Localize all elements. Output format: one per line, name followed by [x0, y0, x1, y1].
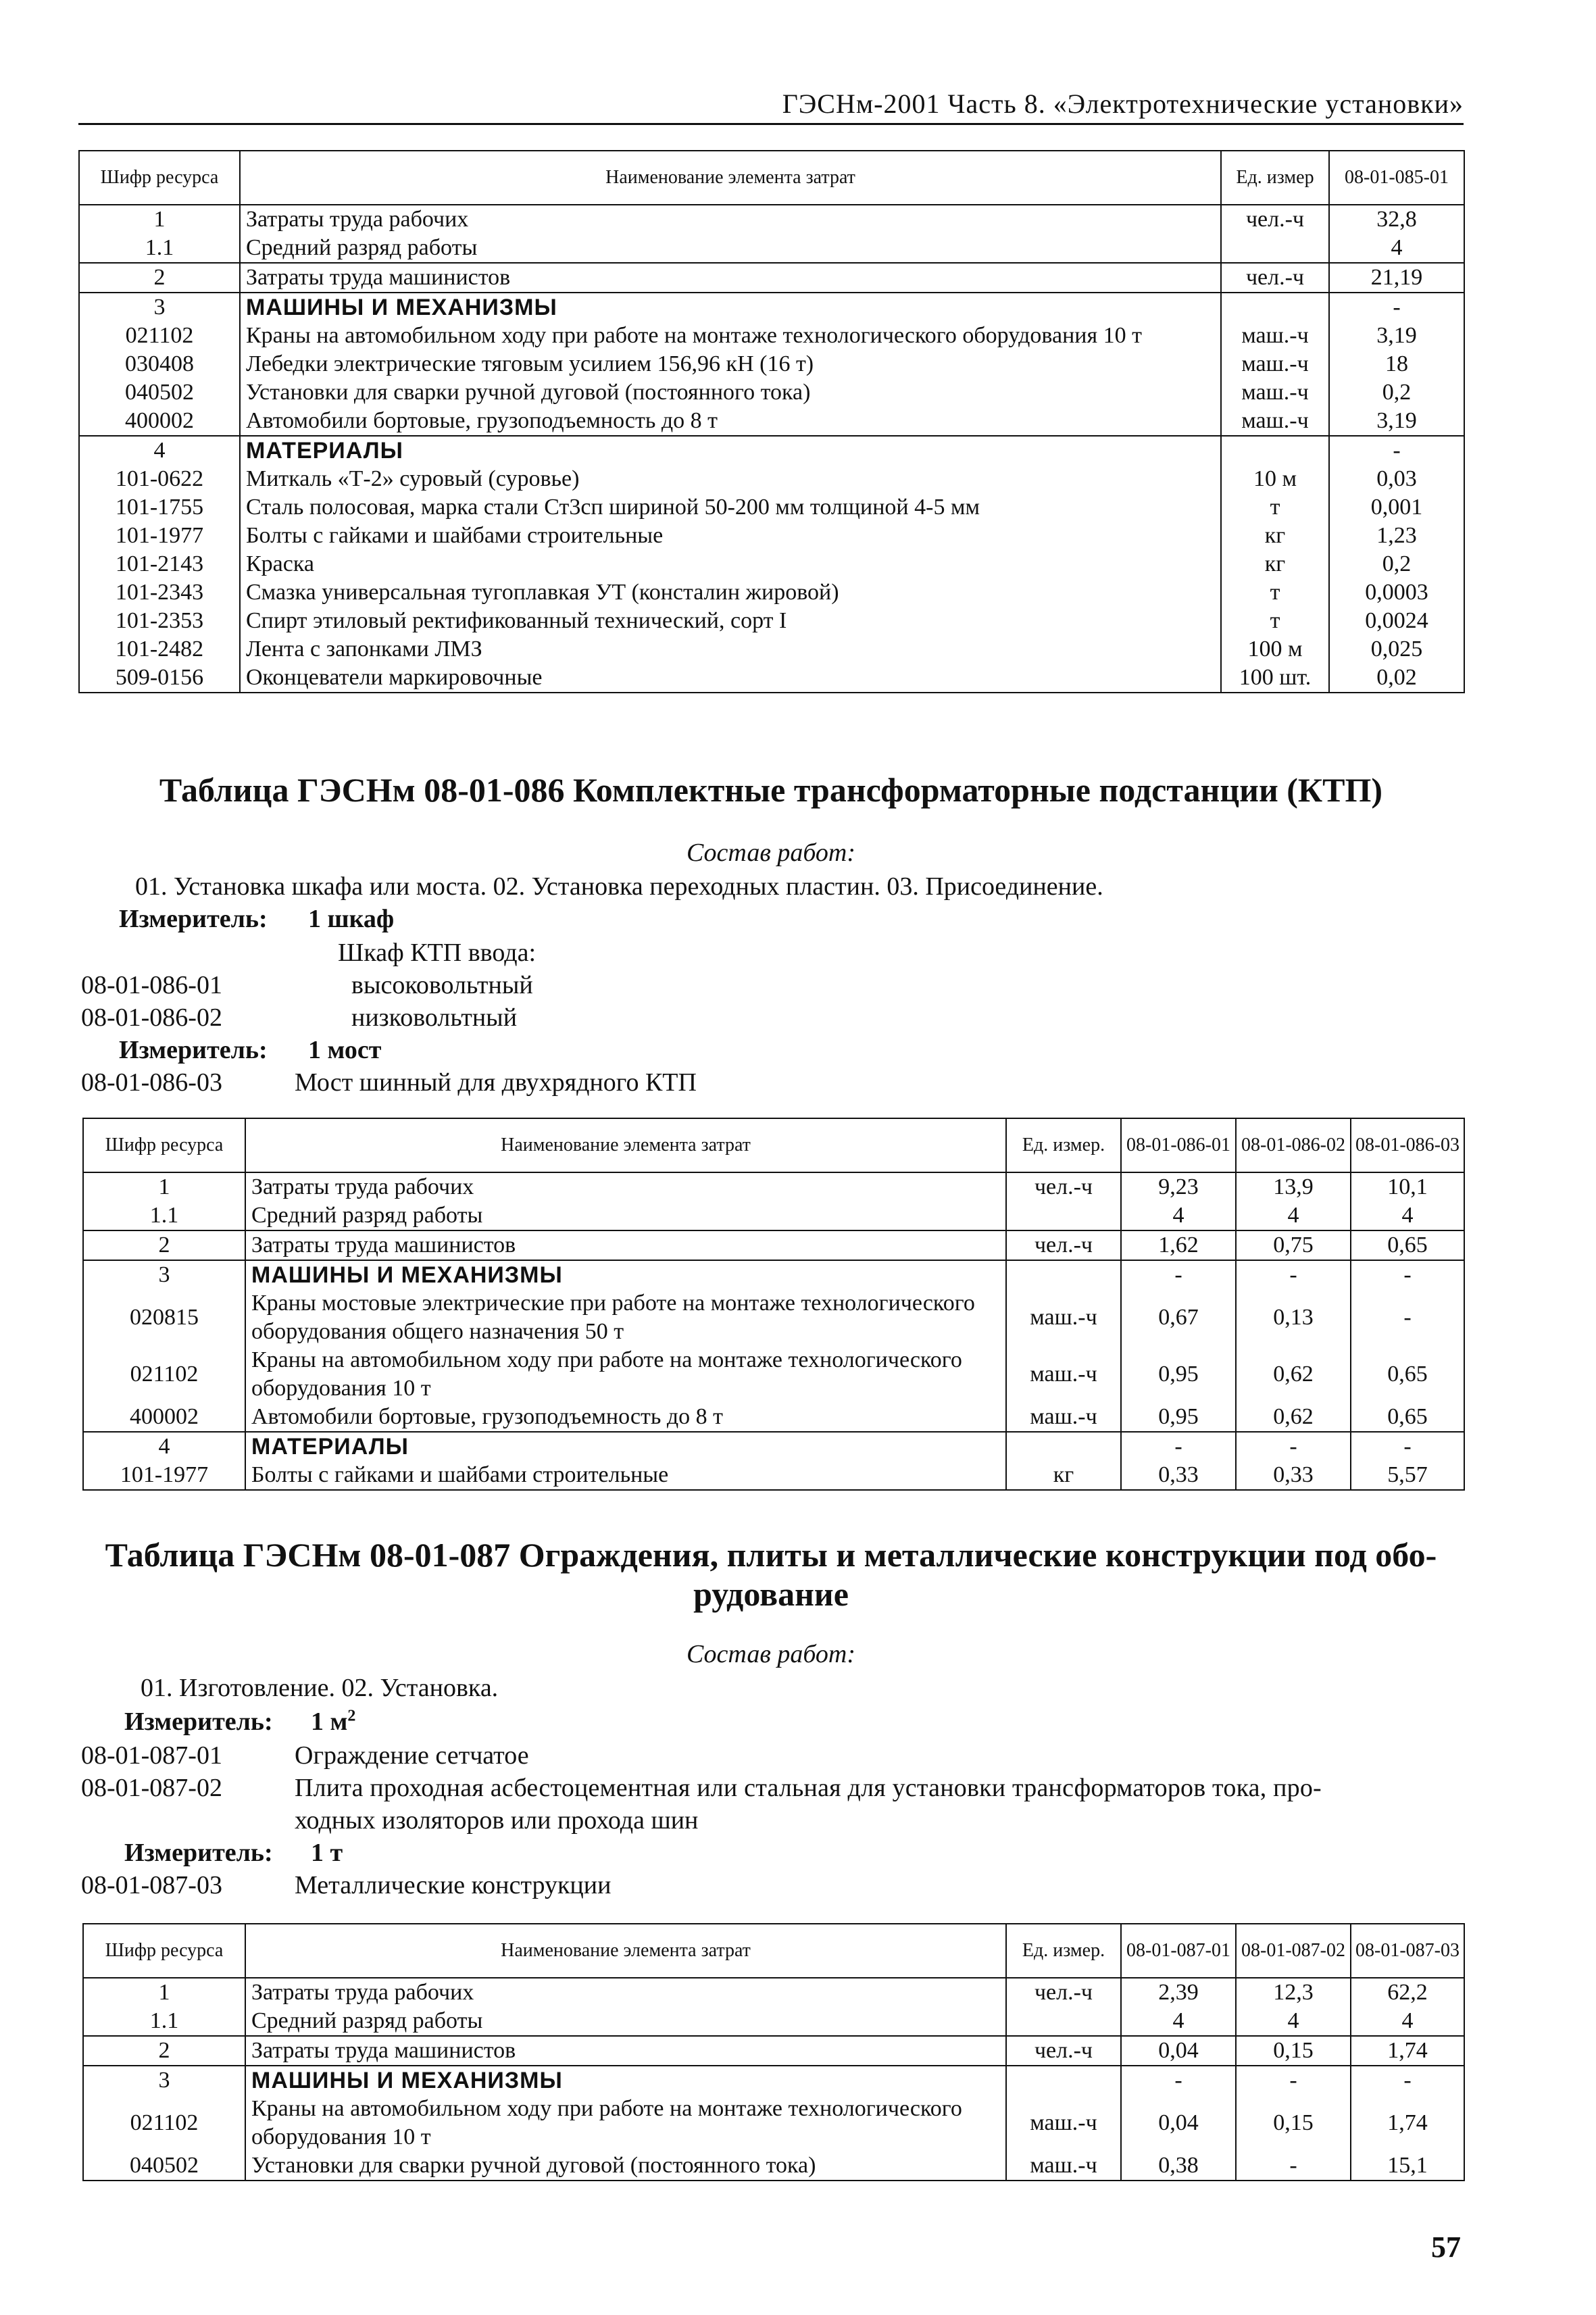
table-row: [79, 465, 1464, 493]
table-08-01-087: [82, 1923, 1465, 2181]
composition-text: 01. Установка шкафа или моста. 02. Установка переходных пластин. 03. Присоединение.: [135, 872, 1103, 901]
table-row: [79, 635, 1464, 664]
table-row: [79, 607, 1464, 635]
cost-item-name: Оконцеватели маркировочные: [240, 664, 1221, 693]
value-cell: 4: [1236, 2007, 1351, 2036]
value-cell: 0,95: [1121, 1403, 1236, 1432]
item-text: Металлические конструкции: [295, 1871, 612, 1899]
table-row: [79, 436, 1464, 465]
unit-cell: маш.-ч: [1006, 1403, 1121, 1432]
value-cell: 0,38: [1121, 2151, 1236, 2181]
table-body: [83, 1172, 1464, 1490]
item-text: низковольтный: [351, 1003, 518, 1032]
value-cell: 0,65: [1351, 1230, 1464, 1260]
resource-code: 400002: [79, 407, 240, 436]
table-row: [83, 1289, 1464, 1346]
table-body: [83, 1978, 1464, 2181]
col-header-value: 08-01-085-01: [1329, 151, 1464, 205]
table-row: [79, 522, 1464, 550]
unit-cell: чел.-ч: [1006, 1230, 1121, 1260]
unit-cell: т: [1221, 493, 1329, 522]
unit-cell: чел.-ч: [1221, 263, 1329, 293]
value-cell: -: [1351, 1289, 1464, 1346]
col-header-value: 08-01-087-02: [1236, 1924, 1351, 1978]
table-row: [79, 322, 1464, 350]
unit-cell: маш.-ч: [1221, 322, 1329, 350]
value-cell: -: [1236, 1260, 1351, 1289]
unit-cell: 100 м: [1221, 635, 1329, 664]
resource-code: 020815: [83, 1289, 245, 1346]
value-cell: 0,65: [1351, 1346, 1464, 1403]
value-cell: 18: [1329, 350, 1464, 378]
unit-cell: т: [1221, 607, 1329, 635]
unit-cell: маш.-ч: [1006, 1346, 1121, 1403]
cost-item-name: Краны на автомобильном ходу при работе на монтаже технологического оборудования 10 т: [240, 322, 1221, 350]
resource-code: 021102: [79, 322, 240, 350]
composition-label: Состав работ:: [686, 839, 856, 867]
cost-item-name: МАШИНЫ И МЕХАНИЗМЫ: [240, 293, 1221, 322]
cost-item-name: Затраты труда рабочих: [245, 1978, 1006, 2007]
cost-item-name: Сталь полосовая, марка стали Ст3сп шириной 50-200 мм толщиной 4-5 мм: [240, 493, 1221, 522]
table-body: [79, 205, 1464, 693]
value-cell: -: [1351, 2066, 1464, 2095]
cost-item-name: Средний разряд работы: [240, 234, 1221, 263]
unit-cell: чел.-ч: [1006, 2036, 1121, 2066]
cost-item-name: Установки для сварки ручной дуговой (постоянного тока): [240, 378, 1221, 407]
cost-item-name: Краны на автомобильном ходу при работе на монтаже технологического оборудования 10 т: [245, 1346, 1006, 1403]
value-cell: -: [1236, 2066, 1351, 2095]
cost-item-name: Автомобили бортовые, грузоподъемность до 8 т: [240, 407, 1221, 436]
value-cell: 3,19: [1329, 322, 1464, 350]
value-cell: 4: [1329, 234, 1464, 263]
unit-cell: кг: [1221, 522, 1329, 550]
meter-label: Измеритель:: [119, 1036, 268, 1064]
col-header-name: Наименование элемента затрат: [245, 1118, 1006, 1172]
value-cell: 9,23: [1121, 1172, 1236, 1201]
resource-code: 1.1: [83, 1201, 245, 1230]
meter-value-sup: 2: [347, 1707, 356, 1725]
value-cell: -: [1329, 436, 1464, 465]
value-cell: 1,74: [1351, 2095, 1464, 2151]
value-cell: 4: [1351, 1201, 1464, 1230]
unit-cell: чел.-ч: [1221, 205, 1329, 234]
value-cell: -: [1329, 293, 1464, 322]
unit-cell: маш.-ч: [1006, 2095, 1121, 2151]
unit-cell: [1221, 234, 1329, 263]
resource-code: 1.1: [79, 234, 240, 263]
resource-code: 1: [83, 1172, 245, 1201]
table-row: [79, 407, 1464, 436]
resource-code: 2: [83, 2036, 245, 2066]
resource-code: 030408: [79, 350, 240, 378]
unit-cell: кг: [1221, 550, 1329, 578]
value-cell: 21,19: [1329, 263, 1464, 293]
resource-code: 101-2353: [79, 607, 240, 635]
value-cell: 0,03: [1329, 465, 1464, 493]
resource-code: 101-1755: [79, 493, 240, 522]
unit-cell: чел.-ч: [1006, 1172, 1121, 1201]
table-08-01-085: [78, 150, 1465, 693]
item-code: 08-01-087-01: [81, 1741, 222, 1770]
value-cell: 0,33: [1121, 1461, 1236, 1490]
running-header: ГЭСНм-2001 Часть 8. «Электротехнические установки»: [782, 89, 1464, 119]
col-header-unit: Ед. измер: [1221, 151, 1329, 205]
meter-value: 1 шкаф: [308, 905, 395, 933]
item-code: 08-01-087-03: [81, 1871, 222, 1899]
table-row: [79, 234, 1464, 263]
table-row: [79, 550, 1464, 578]
unit-cell: [1006, 1432, 1121, 1461]
cost-item-name: Установки для сварки ручной дуговой (постоянного тока): [245, 2151, 1006, 2181]
table-row: [83, 1172, 1464, 1201]
value-cell: 0,0003: [1329, 578, 1464, 607]
cost-item-name: Средний разряд работы: [245, 1201, 1006, 1230]
unit-cell: маш.-ч: [1006, 2151, 1121, 2181]
value-cell: 0,2: [1329, 550, 1464, 578]
value-cell: -: [1236, 1432, 1351, 1461]
table-row: [79, 350, 1464, 378]
col-header-unit: Ед. измер.: [1006, 1924, 1121, 1978]
value-cell: 0,67: [1121, 1289, 1236, 1346]
value-cell: 4: [1236, 1201, 1351, 1230]
item-text: высоковольтный: [351, 971, 533, 999]
value-cell: 0,95: [1121, 1346, 1236, 1403]
unit-cell: 10 м: [1221, 465, 1329, 493]
value-cell: 12,3: [1236, 1978, 1351, 2007]
table-row: [79, 578, 1464, 607]
col-header-value: 08-01-086-03: [1351, 1118, 1464, 1172]
table-row: [83, 1403, 1464, 1432]
cost-item-name: МАТЕРИАЛЫ: [240, 436, 1221, 465]
cost-item-name: Смазка универсальная тугоплавкая УТ (консталин жировой): [240, 578, 1221, 607]
resource-code: 101-2482: [79, 635, 240, 664]
item-code: 08-01-086-02: [81, 1003, 222, 1032]
value-cell: -: [1121, 1260, 1236, 1289]
col-header-code: Шифр ресурса: [83, 1118, 245, 1172]
value-cell: 4: [1121, 2007, 1236, 2036]
header-rule: [78, 123, 1464, 125]
resource-code: 4: [83, 1432, 245, 1461]
cost-item-name: Затраты труда рабочих: [240, 205, 1221, 234]
unit-cell: [1221, 293, 1329, 322]
meter-label: Измеритель:: [124, 1708, 273, 1736]
cost-item-name: Лента с запонками ЛМЗ: [240, 635, 1221, 664]
resource-code: 2: [83, 1230, 245, 1260]
resource-code: 3: [83, 2066, 245, 2095]
cost-item-name: Затраты труда машинистов: [245, 1230, 1006, 1260]
cost-item-name: Затраты труда машинистов: [245, 2036, 1006, 2066]
value-cell: 0,75: [1236, 1230, 1351, 1260]
value-cell: 15,1: [1351, 2151, 1464, 2181]
meter-label: Измеритель:: [119, 905, 268, 933]
unit-cell: чел.-ч: [1006, 1978, 1121, 2007]
value-cell: 0,025: [1329, 635, 1464, 664]
table-row: [79, 664, 1464, 693]
resource-code: 021102: [83, 1346, 245, 1403]
resource-code: 040502: [79, 378, 240, 407]
meter-value: 1 т: [311, 1839, 343, 1867]
table-row: [83, 2151, 1464, 2181]
table-row: [79, 263, 1464, 293]
value-cell: -: [1121, 2066, 1236, 2095]
value-cell: 4: [1121, 1201, 1236, 1230]
unit-cell: маш.-ч: [1221, 378, 1329, 407]
value-cell: 32,8: [1329, 205, 1464, 234]
table-title-086: Таблица ГЭСНм 08-01-086 Комплектные трансформаторные подстанции (КТП): [159, 771, 1383, 809]
value-cell: 10,1: [1351, 1172, 1464, 1201]
value-cell: 0,33: [1236, 1461, 1351, 1490]
cost-item-name: Затраты труда рабочих: [245, 1172, 1006, 1201]
group-label: Шкаф КТП ввода:: [338, 939, 536, 967]
resource-code: 3: [79, 293, 240, 322]
col-header-value: 08-01-087-03: [1351, 1924, 1464, 1978]
resource-code: 509-0156: [79, 664, 240, 693]
value-cell: 3,19: [1329, 407, 1464, 436]
cost-item-name: Краска: [240, 550, 1221, 578]
table-row: [83, 1978, 1464, 2007]
table-row: [83, 2007, 1464, 2036]
table-row: [83, 1346, 1464, 1403]
unit-cell: кг: [1006, 1461, 1121, 1490]
value-cell: 1,23: [1329, 522, 1464, 550]
item-text: Ограждение сетчатое: [295, 1741, 529, 1770]
cost-item-name: МАТЕРИАЛЫ: [245, 1432, 1006, 1461]
value-cell: 0,65: [1351, 1403, 1464, 1432]
unit-cell: [1221, 436, 1329, 465]
value-cell: -: [1236, 2151, 1351, 2181]
cost-item-name: Краны мостовые электрические при работе на монтаже технологического оборудования общего назначения 50 т: [245, 1289, 1006, 1346]
table-row: [79, 378, 1464, 407]
table-row: [83, 2036, 1464, 2066]
resource-code: 1: [79, 205, 240, 234]
table-row: [83, 1461, 1464, 1490]
unit-cell: [1006, 1201, 1121, 1230]
resource-code: 400002: [83, 1403, 245, 1432]
cost-item-name: Краны на автомобильном ходу при работе на монтаже технологического оборудования 10 т: [245, 2095, 1006, 2151]
value-cell: 1,62: [1121, 1230, 1236, 1260]
item-code: 08-01-086-01: [81, 971, 222, 999]
resource-code: 101-2343: [79, 578, 240, 607]
value-cell: 0,0024: [1329, 607, 1464, 635]
resource-code: 1.1: [83, 2007, 245, 2036]
resource-code: 021102: [83, 2095, 245, 2151]
value-cell: 0,04: [1121, 2036, 1236, 2066]
value-cell: 0,04: [1121, 2095, 1236, 2151]
value-cell: 0,62: [1236, 1346, 1351, 1403]
value-cell: -: [1351, 1260, 1464, 1289]
page-number: 57: [1431, 2231, 1461, 2264]
resource-code: 101-0622: [79, 465, 240, 493]
table-row: [83, 2066, 1464, 2095]
table-row: [79, 493, 1464, 522]
value-cell: 5,57: [1351, 1461, 1464, 1490]
table-row: [79, 205, 1464, 234]
value-cell: -: [1351, 1432, 1464, 1461]
value-cell: 0,2: [1329, 378, 1464, 407]
unit-cell: маш.-ч: [1006, 1289, 1121, 1346]
value-cell: 0,02: [1329, 664, 1464, 693]
cost-item-name: Затраты труда машинистов: [240, 263, 1221, 293]
value-cell: 4: [1351, 2007, 1464, 2036]
cost-item-name: МАШИНЫ И МЕХАНИЗМЫ: [245, 1260, 1006, 1289]
col-header-value: 08-01-086-01: [1121, 1118, 1236, 1172]
value-cell: 0,001: [1329, 493, 1464, 522]
resource-code: 1: [83, 1978, 245, 2007]
composition-label: Состав работ:: [686, 1640, 856, 1668]
col-header-value: 08-01-086-02: [1236, 1118, 1351, 1172]
cost-item-name: Автомобили бортовые, грузоподъемность до 8 т: [245, 1403, 1006, 1432]
unit-cell: [1006, 2007, 1121, 2036]
item-text-cont: ходных изоляторов или прохода шин: [295, 1806, 699, 1835]
unit-cell: маш.-ч: [1221, 350, 1329, 378]
cost-item-name: Миткаль «Т-2» суровый (суровье): [240, 465, 1221, 493]
meter-label: Измеритель:: [124, 1839, 273, 1867]
unit-cell: 100 шт.: [1221, 664, 1329, 693]
col-header-name: Наименование элемента затрат: [245, 1924, 1006, 1978]
value-cell: 62,2: [1351, 1978, 1464, 2007]
item-text: Мост шинный для двухрядного КТП: [295, 1068, 697, 1097]
meter-value-text: 1 м: [311, 1708, 348, 1736]
table-row: [83, 1201, 1464, 1230]
col-header-name: Наименование элемента затрат: [240, 151, 1221, 205]
value-cell: 0,62: [1236, 1403, 1351, 1432]
meter-value: [311, 1707, 355, 1737]
item-code: 08-01-086-03: [81, 1068, 222, 1097]
item-text: Плита проходная асбестоцементная или стальная для установки трансформаторов тока, про-: [295, 1774, 1322, 1802]
col-header-code: Шифр ресурса: [83, 1924, 245, 1978]
item-code: 08-01-087-02: [81, 1774, 222, 1802]
composition-text: 01. Изготовление. 02. Установка.: [141, 1674, 499, 1702]
cost-item-name: Болты с гайками и шайбами строительные: [240, 522, 1221, 550]
value-cell: 1,74: [1351, 2036, 1464, 2066]
table-row: [83, 1260, 1464, 1289]
value-cell: 13,9: [1236, 1172, 1351, 1201]
unit-cell: [1006, 1260, 1121, 1289]
cost-item-name: Болты с гайками и шайбами строительные: [245, 1461, 1006, 1490]
value-cell: 2,39: [1121, 1978, 1236, 2007]
table-08-01-086: [82, 1118, 1465, 1491]
table-title-087: Таблица ГЭСНм 08-01-087 Ограждения, плиты и металлические конструкции под обо-: [105, 1536, 1437, 1574]
meter-value: 1 мост: [308, 1036, 382, 1064]
resource-code: 040502: [83, 2151, 245, 2181]
resource-code: 101-2143: [79, 550, 240, 578]
resource-code: 2: [79, 263, 240, 293]
value-cell: -: [1121, 1432, 1236, 1461]
cost-item-name: Спирт этиловый ректификованный технический, сорт I: [240, 607, 1221, 635]
table-row: [83, 1432, 1464, 1461]
unit-cell: маш.-ч: [1221, 407, 1329, 436]
col-header-unit: Ед. измер.: [1006, 1118, 1121, 1172]
unit-cell: [1006, 2066, 1121, 2095]
cost-item-name: МАШИНЫ И МЕХАНИЗМЫ: [245, 2066, 1006, 2095]
resource-code: 101-1977: [83, 1461, 245, 1490]
col-header-code: Шифр ресурса: [79, 151, 240, 205]
col-header-value: 08-01-087-01: [1121, 1924, 1236, 1978]
table-row: [83, 1230, 1464, 1260]
value-cell: 0,13: [1236, 1289, 1351, 1346]
cost-item-name: Средний разряд работы: [245, 2007, 1006, 2036]
resource-code: 101-1977: [79, 522, 240, 550]
resource-code: 3: [83, 1260, 245, 1289]
resource-code: 4: [79, 436, 240, 465]
table-row: [83, 2095, 1464, 2151]
table-title-087-cont: рудование: [693, 1575, 849, 1613]
unit-cell: т: [1221, 578, 1329, 607]
value-cell: 0,15: [1236, 2036, 1351, 2066]
table-row: [79, 293, 1464, 322]
cost-item-name: Лебедки электрические тяговым усилием 156,96 кН (16 т): [240, 350, 1221, 378]
value-cell: 0,15: [1236, 2095, 1351, 2151]
